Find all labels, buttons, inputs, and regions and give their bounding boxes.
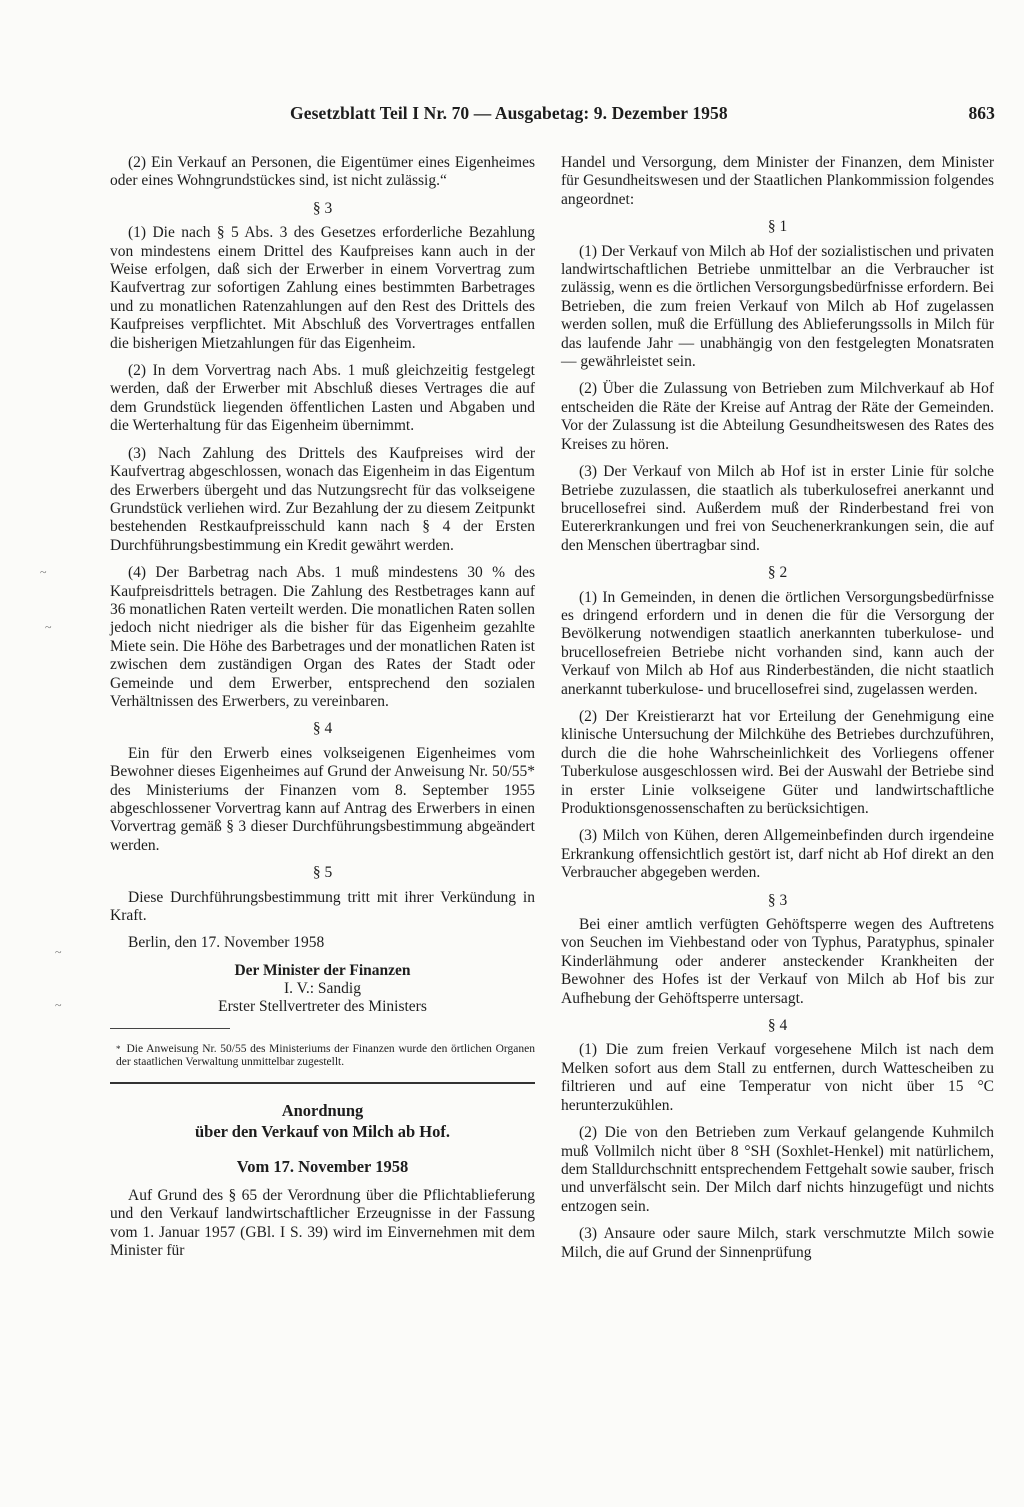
- margin-mark: ~: [55, 998, 62, 1012]
- section-divider: [110, 1082, 535, 1084]
- paragraph: (1) Der Verkauf von Milch ab Hof der sozialistischen und privaten landwirtschaftlichen Betriebe unmittelbar an die Verbraucher ist zulässig, wenn es die örtlichen Versorgungsbedürfnisse erfordern. Bei Betrieben, die zum freien Verkauf von Milch ab Hof zugelassen werden sollen, muß die Erfüllung des Ablieferungssolls in Milch für das laufende Jahr — unabhängig von den festgelegten Monatsraten — gewährleistet sein.: [561, 242, 994, 371]
- signer-office: Der Minister der Finanzen: [234, 961, 411, 979]
- footnote-mark: *: [116, 1043, 121, 1054]
- margin-mark: ~: [55, 945, 62, 959]
- footnote-text: Die Anweisung Nr. 50/55 des Ministeriums der Finanzen wurde den örtlichen Organen der staatlichen Verwaltung unmittelbar zugestellt.: [116, 1042, 535, 1069]
- place-date: Berlin, den 17. November 1958: [128, 934, 325, 952]
- paragraph: (1) In Gemeinden, in denen die örtlichen Versorgungsbedürfnisse es dringend erfordern und in denen die für die Versorgung der Bevölkerung notwendigen staatlich anerkannten tuberkulose- und brucellosefreien Betriebe nicht vorhanden sind, kann auch der Verkauf von Milch ab Hof aus Rinderbeständen, die nicht staatlich anerkannt tuberkulose- und brucellosefrei sind, zugelassen werden.: [561, 588, 994, 698]
- paragraph: Bei einer amtlich verfügten Gehöftsperre wegen des Auftretens von Seuchen im Viehbestand oder von Typhus, Paratyphus, spinaler Kinderlähmung oder anderer ansteckender Krankheiten der Bewohner des Hofes ist der Verkauf von Milch ab Hof bis zur Aufhebung der Gehöftsperre untersagt.: [561, 916, 994, 1007]
- page-number: 863: [968, 103, 995, 123]
- paragraph: (2) Ein Verkauf an Personen, die Eigentümer eines Eigenheimes oder eines Wohngrundstückes sind, ist nicht zulässig.“: [110, 154, 535, 190]
- page-header: [290, 103, 995, 124]
- signer-name: I. V.: Sandig: [284, 979, 361, 997]
- section-heading: § 4: [312, 720, 333, 738]
- section-heading: § 1: [767, 218, 788, 236]
- footnote-divider: [110, 1028, 230, 1029]
- paragraph: (1) Die zum freien Verkauf vorgesehene Milch ist nach dem Melken sofort aus dem Stall zu entfernen, durch Wattescheiben zu filtrieren und auf eine Temperatur von nicht über 15 °C herunterzukühlen.: [561, 1041, 994, 1114]
- paragraph: (3) Der Verkauf von Milch ab Hof ist in erster Linie für solche Betriebe zuzulassen, die staatlich als tuberkulosefrei anerkannt und brucellosefrei sind. Außerdem muß der Rinderbestand frei von Eutererkrankungen und frei von Seuchenerkrankungen sein, die auf den Menschen übertragbar sind.: [561, 463, 994, 554]
- paragraph: (2) Der Kreistierarzt hat vor Erteilung der Genehmigung eine klinische Untersuchung der Milchkühe des Betriebes durchzuführen, durch die die hohe Wahrscheinlichkeit des Vorliegens offener Tuberkulose ausgeschlossen wird. Bei der Auswahl der Betriebe sind in erster Linie volkseigene Güter und landwirtschaftliche Produktionsgenossenschaften zu berücksichtigen.: [561, 707, 994, 817]
- section-heading: § 2: [767, 564, 788, 582]
- section-heading: § 3: [312, 199, 333, 217]
- paragraph: (3) Milch von Kühen, deren Allgemeinbefinden durch irgendeine Erkrankung offensichtlich gestört ist, darf nicht ab Hof direkt an den Verbraucher abgegeben werden.: [561, 827, 994, 882]
- ordinance-date: Vom 17. November 1958: [236, 1156, 409, 1176]
- paragraph: (2) Die von den Betrieben zum Verkauf gelangende Kuhmilch muß Vollmilch nicht über 8 °SH (Soxhlet-Henkel) mit natürlichem, dem Stalldurchschnitt entsprechendem Fettgehalt sowie sauber, frisch und unverfälscht sein. Der Milch darf nichts hinzugefügt und nichts entzogen sein.: [561, 1124, 994, 1215]
- signer-role: Erster Stellvertreter des Ministers: [218, 997, 427, 1015]
- section-heading: § 3: [767, 891, 788, 909]
- footnote: [110, 1043, 535, 1070]
- right-column: [561, 154, 994, 1271]
- paragraph: Diese Durchführungsbestimmung tritt mit ihrer Verkündung in Kraft.: [110, 888, 535, 925]
- left-column: [110, 154, 535, 1269]
- ordinance-subtitle: über den Verkauf von Milch ab Hof.: [194, 1121, 451, 1141]
- section-heading: § 4: [767, 1017, 788, 1035]
- margin-mark: ~: [40, 565, 47, 579]
- paragraph: Auf Grund des § 65 der Verordnung über die Pflichtablieferung und den Verkauf landwirtschaftlicher Erzeugnisse in der Fassung vom 1. Januar 1957 (GBl. I S. 39) wird im Einvernehmen mit dem Minister für: [110, 1186, 535, 1260]
- paragraph: (2) Über die Zulassung von Betrieben zum Milchverkauf ab Hof entscheiden die Räte der Kreise auf Antrag der Räte der Gemeinden. Vor der Zulassung ist die Abteilung Gesundheitswesen des Rates des Kreises zu hören.: [561, 380, 994, 453]
- header-title: Gesetzblatt Teil I Nr. 70 — Ausgabetag: 9. Dezember 1958: [290, 103, 728, 123]
- margin-mark: ~: [45, 620, 52, 634]
- section-heading: § 5: [312, 864, 333, 882]
- paragraph: (3) Ansaure oder saure Milch, stark verschmutzte Milch sowie Milch, die auf Grund der Sinnenprüfung: [561, 1225, 994, 1261]
- paragraph: Ein für den Erwerb eines volkseigenen Eigenheimes vom Bewohner dieses Eigenheimes auf Grund der Anweisung Nr. 50/55* des Ministeriums der Finanzen vom 8. September 1955 abgeschlossener Vorvertrag kann auf Antrag des Erwerbers in einen Vorvertrag gemäß § 3 dieser Durchführungsbestimmung abgeändert werden.: [110, 744, 535, 854]
- paragraph: Handel und Versorgung, dem Minister der Finanzen, dem Minister für Gesundheitswesen und der Staatlichen Plankommission folgendes angeordnet:: [561, 154, 994, 208]
- paragraph: (4) Der Barbetrag nach Abs. 1 muß mindestens 30 % des Kaufpreisdrittels betragen. Die Zahlung des Restbetrages kann auf 36 monatlichen Raten verteilt werden. Die monatlichen Raten sollen jedoch nicht niedriger als die bisher für das Eigenheim gezahlte Miete sein. Die Höhe des Barbetrages und der monatlichen Raten ist zwischen dem zuständigen Organ des Rates der Stadt oder Gemeinde und dem Erwerber, entsprechend den sozialen Verhältnissen des Erwerbers, zu vereinbaren.: [110, 564, 535, 710]
- paragraph: (3) Nach Zahlung des Drittels des Kaufpreises wird der Kaufvertrag abgeschlossen, wonach das Eigenheim in das Eigentum des Erwerbers übergeht und das Nutzungsrecht für das volkseigene Grundstück verliehen wird. Zur Bezahlung der zu diesem Zeitpunkt bestehenden Restkaufpreisschuld kann nach § 4 der Ersten Durchführungsbestimmung ein Kredit gewährt werden.: [110, 444, 535, 554]
- paragraph: (1) Die nach § 5 Abs. 3 des Gesetzes erforderliche Bezahlung von mindestens einem Drittel des Kaufpreises kann auch in der Weise erfolgen, daß sich der Erwerber in einem Vorvertrag zum Kaufvertrag zur sofortigen Zahlung eines bestimmten Barbetrages und zu monatlichen Ratenzahlungen auf den Rest des Drittels des Kaufpreises verpflichtet. Mit Abschluß des Vorvertrages entfallen die bisherigen Mietzahlungen für das Eigenheim.: [110, 224, 535, 352]
- ordinance-title: Anordnung: [281, 1100, 364, 1120]
- signature-block: [110, 962, 535, 1016]
- paragraph: (2) In dem Vorvertrag nach Abs. 1 muß gleichzeitig festgelegt werden, daß der Erwerber mit Abschluß dieses Vertrages die auf dem Grundstück liegenden öffentlichen Lasten und Abgaben und die Werterhaltung für das Eigenheim übernimmt.: [110, 362, 535, 435]
